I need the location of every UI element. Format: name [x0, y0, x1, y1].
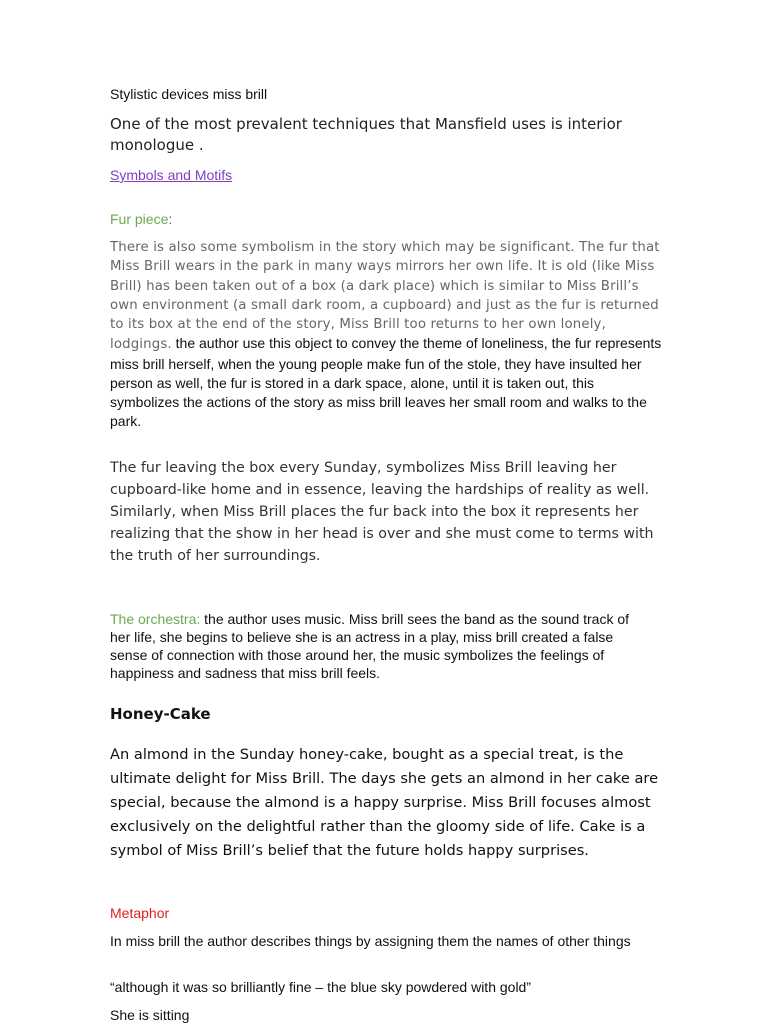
fur-piece-quoted-text: There is also some symbolism in the story which may be significant. The fur that Miss Brill wears in the park in many ways mirrors her own life. It is old (like Miss Brill) has been taken out of a box (a dark place) which is similar to Miss Brill’s own environment (a small dark room, a cupboard) and just as the fur is returned to its box at the end of the story, Miss Brill too returns to her own lonely, lodgings. [110, 240, 660, 353]
fur-piece-colon: : [168, 211, 173, 227]
metaphor-sitting-text: She is sitting [110, 1007, 190, 1023]
fur-piece-paragraph [110, 238, 662, 431]
fur-piece-analysis-text: the author use this object to convey the theme of loneliness, the fur represents miss brill herself, when the young people make fun of the stole, they have insulted her person as well, the fur is stored in a dark space, alone, until it is taken out, this symbolizes the actions of the story as miss brill leaves her small room and walks to the park. [110, 335, 662, 429]
metaphor-heading: Metaphor [110, 905, 170, 921]
intro-paragraph: One of the most prevalent techniques that Mansfield uses is interior monologue . [110, 115, 622, 154]
metaphor-quote: “although it was so brilliantly fine – the blue sky powdered with gold” [110, 979, 532, 995]
fur-piece-heading-text: Fur piece [110, 211, 169, 227]
honey-cake-paragraph: An almond in the Sunday honey-cake, bought as a special treat, is the ultimate delight for Miss Brill. The days she gets an almond in her cake are special, because the almond is a happy surprise. Miss Brill focuses almost exclusively on the delightful rather than the gloomy side of life. Cake is a symbol of Miss Brill’s belief that the future holds happy surprises. [110, 746, 659, 859]
symbols-and-motifs-link[interactable]: Symbols and Motifs [110, 167, 233, 183]
metaphor-description: In miss brill the author describes things by assigning them the names of other things [110, 933, 631, 949]
honey-cake-heading: Honey-Cake [110, 705, 211, 723]
fur-leaving-paragraph: The fur leaving the box every Sunday, symbolizes Miss Brill leaving her cupboard-like home and in essence, leaving the hardships of reality as well. Similarly, when Miss Brill places the fur back into the box it represents her realizing that the show in her head is over and she must come to terms with the truth of her surroundings. [110, 460, 654, 564]
document-title: Stylistic devices miss brill [110, 86, 268, 102]
orchestra-paragraph [110, 610, 650, 682]
fur-piece-heading [110, 210, 172, 228]
orchestra-heading: The orchestra: [110, 611, 201, 627]
orchestra-text: the author uses music. Miss brill sees the band as the sound track of her life, she begins to believe she is an actress in a play, miss brill created a false sense of connection with those around her, the music symbolizes the feelings of happiness and sadness that miss brill feels. [110, 611, 630, 681]
